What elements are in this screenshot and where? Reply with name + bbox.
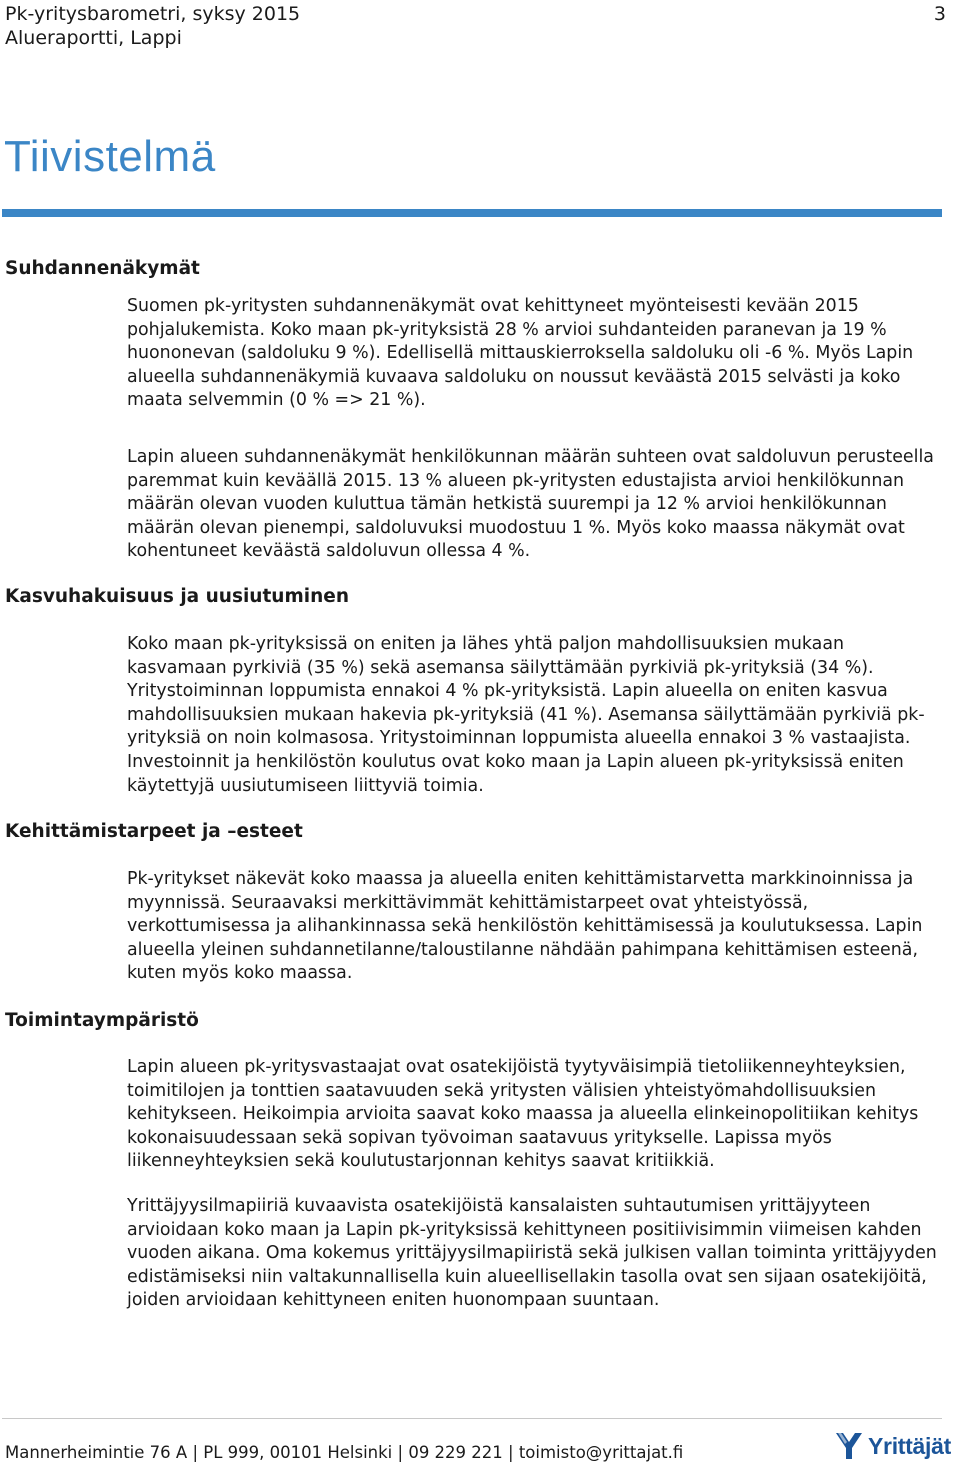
paragraph-suhdanne-1: Suomen pk-yritysten suhdannenäkymät ovat kehittyneet myönteisesti kevään 2015 pohjalukemista. Koko maan pk-yrityksistä 28 % arvioi suhdanteiden paranevan ja 19 % huononevan (saldoluku 9 %). Edellisellä mittauskierroksella saldoluku oli -6 %. Myös Lapin alueella suhdannenäkymiä kuvaava saldoluku on noussut keväästä 2015 selvästi ja koko maata selvemmin (0 % => 21 %). xyxy=(127,296,914,411)
page-number: 3 xyxy=(933,3,946,25)
section-heading-kasvuhakuisuus: Kasvuhakuisuus ja uusiutuminen xyxy=(5,586,349,607)
report-subtitle: Alueraportti, Lappi xyxy=(5,27,182,49)
section-heading-kehittamistarpeet: Kehittämistarpeet ja –esteet xyxy=(5,821,303,842)
paragraph-toimintaymparisto-2: Yrittäjyysilmapiiriä kuvaavista osatekijöistä kansalaisten suhtautumisen yrittäjyyteen arvioidaan koko maan ja Lapin pk-yrityksissä kehittyneen positiivisimmin viimeisen kahden vuoden aikana. Oma kokemus yrittäjyysilmapiiristä sekä julkisen vallan toiminta yrittäjyyden edistämiseksi niin valtakunnallisella kuin alueellisellakin tasolla ovat sen sijaan osatekijöitä, joiden arvioidaan kehittyneen eniten huonompaan suuntaan. xyxy=(127,1196,937,1311)
section-heading-toimintaymparisto: Toimintaympäristö xyxy=(5,1010,199,1031)
page-title: Tiivistelmä xyxy=(4,132,216,181)
logo-wordmark: Yrittäjät xyxy=(868,1432,951,1459)
yrittajat-logo xyxy=(834,1428,960,1464)
running-header xyxy=(5,2,300,50)
footer-divider xyxy=(2,1418,942,1419)
paragraph-kehittamis-1: Pk-yritykset näkevät koko maassa ja alueella eniten kehittämistarvetta markkinoinnissa ja myynnissä. Seuraavaksi merkittävimmät kehittämistarpeet ovat yhteistyössä, verkottumisessa ja alihankinnassa sekä henkilöstön kehittämisessä ja koulutuksessa. Lapin alueella yleinen suhdannetilanne/taloustilanne nähdään pahimpana kehittämisen esteenä, kuten myös koko maassa. xyxy=(127,869,923,984)
paragraph-suhdanne-2: Lapin alueen suhdannenäkymät henkilökunnan määrän suhteen ovat saldoluvun perusteella paremmat kuin keväällä 2015. 13 % alueen pk-yritysten edustajista arvioi henkilökunnan määrän olevan vuoden kuluttua tämän hetkistä suurempi ja 12 % arvioi henkilökunnan määrän olevan pienempi, saldoluvuksi muodostuu 1 %. Myös koko maassa näkymät ovat kohentuneet keväästä saldoluvun ollessa 4 %. xyxy=(127,447,934,562)
footer-contact: Mannerheimintie 76 A | PL 999, 00101 Helsinki | 09 229 221 | toimisto@yrittajat.fi xyxy=(5,1443,684,1462)
yrittajat-logo-icon xyxy=(834,1431,864,1461)
paragraph-kasvu-1: Koko maan pk-yrityksissä on eniten ja lähes yhtä paljon mahdollisuuksien mukaan kasvamaan pyrkiviä (35 %) sekä asemansa säilyttämään pyrkiviä pk-yrityksiä (34 %). Yritystoiminnan loppumista ennakoi 4 % pk-yrityksistä. Lapin alueella on eniten kasvua mahdollisuuksien mukaan hakevia pk-yrityksiä (41 %). Asemansa säilyttämään pyrkiviä pk-yrityksiä on noin kolmasosa. Yritystoiminnan loppumista alueella ennakoi 3 % vastaajista. Investoinnit ja henkilöstön koulutus ovat koko maan ja Lapin alueen pk-yrityksissä eniten käytettyjä uusiutumiseen liittyviä toimia. xyxy=(127,634,925,796)
section-heading-suhdannenakymat: Suhdannenäkymät xyxy=(5,258,200,279)
paragraph-toimintaymparisto-1: Lapin alueen pk-yritysvastaajat ovat osatekijöistä tyytyväisimpiä tietoliikenneyhteyksien, toimitilojen ja tonttien saatavuuden sekä yritysten välisien yhteistyömahdollisuuksien kehitykseen. Heikoimpia arvioita saavat koko maassa ja alueella elinkeinopolitiikan kehitys kokonaisuudessaan sekä sopivan työvoiman saatavuus yritykselle. Lapissa myös liikenneyhteyksien sekä koulutustarjonnan kehitys saavat kritiikkiä. xyxy=(127,1057,919,1172)
report-title: Pk-yritysbarometri, syksy 2015 xyxy=(5,3,301,25)
title-divider xyxy=(2,209,942,217)
